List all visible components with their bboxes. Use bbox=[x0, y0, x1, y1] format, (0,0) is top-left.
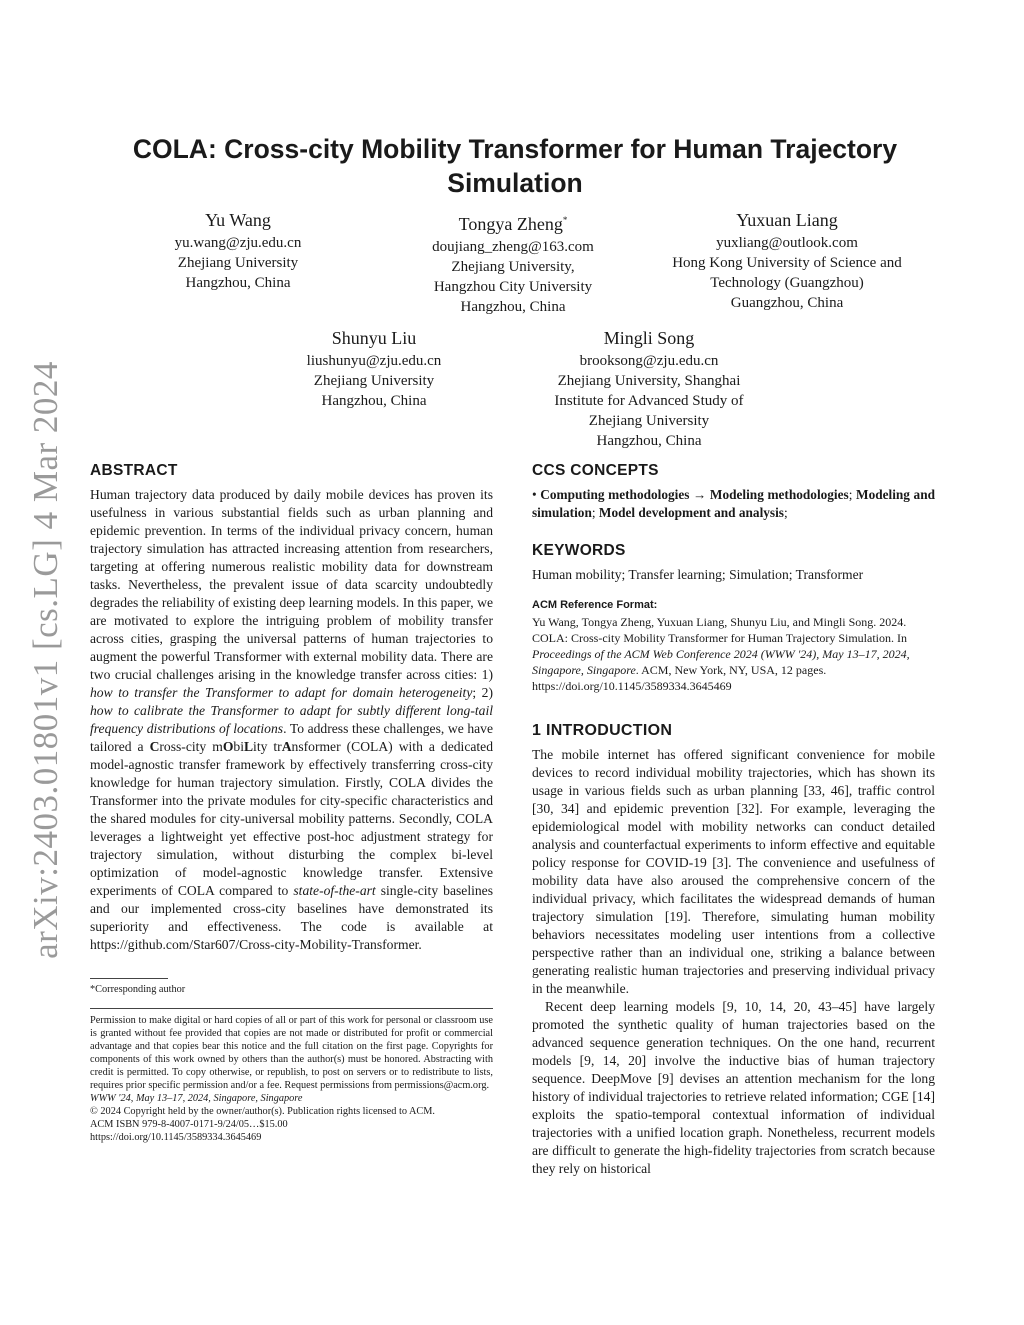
ccs-heading: CCS CONCEPTS bbox=[532, 462, 659, 479]
paper-title: COLA: Cross-city Mobility Transformer for Human Trajectory Simulation bbox=[132, 134, 898, 198]
ccs-bullet: • bbox=[532, 487, 537, 502]
author-affiliation: Zhejiang University, Shanghai bbox=[557, 373, 741, 389]
permission-rule bbox=[90, 1008, 493, 1009]
isbn-line: ACM ISBN 979-8-4007-0171-9/24/05…$15.00 bbox=[90, 1119, 288, 1130]
author-block bbox=[647, 208, 927, 313]
ccs-term: Modeling and simulation bbox=[532, 487, 935, 520]
author-name-text: Tongya Zheng bbox=[458, 214, 563, 234]
abstract-part: single-city baselines and our implemented cross-city baselines have demonstrated its superiority and effectiveness. The code is available at https://github.com/Star607/Cross-city-Mobility-Transformer. bbox=[90, 883, 493, 952]
author-affiliation: Technology (Guangzhou) bbox=[710, 275, 864, 291]
abstract-question: how to transfer the Transformer to adapt for domain heterogeneity bbox=[90, 685, 473, 700]
ccs-term: Modeling methodologies bbox=[709, 487, 849, 502]
abstract-text bbox=[90, 486, 493, 954]
ccs-term: Computing methodologies bbox=[540, 487, 690, 502]
permission-text: Permission to make digital or hard copies of all or part of this work for personal or classroom use is granted without fee provided that copies are not made or distributed for profit or commercial advantage and that copies bear this notice and the full citation on the first page. Copyrights for components of this work owned by others than the author(s) must be honored. Abstracting with credit is permitted. To copy otherwise, or republish, to post on servers or to redistribute to lists, requires prior specific permission and/or a fee. Request permissions from permissions@acm.org. bbox=[90, 1015, 493, 1091]
conference-venue bbox=[90, 1092, 493, 1105]
ccs-term: Model development and analysis bbox=[598, 505, 784, 520]
acronym-part: bi bbox=[233, 739, 244, 754]
keywords-heading: KEYWORDS bbox=[532, 542, 626, 559]
arxiv-identifier: arXiv:2403.01801v1 [cs.LG] 4 Mar 2024 bbox=[26, 361, 65, 959]
acm-ref-heading: ACM Reference Format: bbox=[532, 599, 658, 611]
author-affiliation: Hangzhou City University bbox=[433, 279, 593, 295]
right-column bbox=[532, 462, 935, 1178]
abstract-part: ; 2) bbox=[472, 685, 493, 700]
ccs-arrow: → bbox=[693, 487, 707, 502]
corresponding-mark: * bbox=[562, 215, 568, 225]
author-email: yu.wang@zju.edu.cn bbox=[174, 235, 302, 251]
ccs-separator: ; bbox=[591, 505, 596, 520]
author-block bbox=[534, 326, 764, 451]
intro-paragraph: Recent deep learning models [9, 10, 14, 20, 43–45] have largely promoted the synthetic quality of human trajectories based on the advanced sequence generation techniques. On the one hand, recurrent models [9, 14, 20] involve the inductive bias of human trajectory sequence. DeepMove [9] devises an attention mechanism for the long history of individual trajectories to retrieve related information; CGE [14] exploits the spatio-temporal contextual information of individual trajectories with a unified location graph. Nonetheless, recurrent models are difficult to generate the high-fidelity trajectories from scratch because they rely on historical bbox=[532, 999, 935, 1176]
author-affiliation: Zhejiang University bbox=[588, 413, 710, 429]
author-email: liushunyu@zju.edu.cn bbox=[306, 353, 442, 369]
author-affiliation: Zhejiang University bbox=[313, 373, 435, 389]
acm-ref-proceedings: Proceedings of the ACM Web Conference 2024 (WWW '24), May 13–17, 2024, Singapore, Singapore bbox=[532, 647, 910, 677]
abstract-part: Human trajectory data produced by daily mobile devices has proven its usefulness in various substantial fields such as urban planning and epidemic prevention. In terms of the individual privacy concern, human trajectory simulation has attracted increasing attention from researchers, targeting at offering numerous realistic mobility data for downstream tasks. Nevertheless, the prevalent issue of data scarcity undoubtedly degrades the reliability of existing deep learning models. In this paper, we are motivated to explore the intriguing problem of mobility transfer across cities, grasping the universal patterns of human trajectories to augment the powerful Transformer with external mobility data. There are two crucial challenges arising in the knowledge transfer across cities: 1) bbox=[90, 487, 493, 682]
author-affiliation: Hangzhou, China bbox=[185, 275, 291, 291]
author-name: Yuxuan Liang bbox=[736, 210, 838, 230]
acm-ref-part: . ACM, New York, NY, USA, 12 pages. https://doi.org/10.1145/3589334.3645469 bbox=[532, 663, 827, 693]
acronym-letter: L bbox=[243, 739, 254, 754]
author-name: Shunyu Liu bbox=[331, 328, 417, 348]
footnote-corresponding: *Corresponding author bbox=[90, 984, 186, 995]
abstract-heading: ABSTRACT bbox=[90, 462, 178, 479]
author-affiliation: Hong Kong University of Science and bbox=[672, 255, 902, 271]
author-block bbox=[393, 208, 633, 317]
keywords-text: Human mobility; Transfer learning; Simulation; Transformer bbox=[532, 567, 864, 582]
acronym-part: ross-city m bbox=[159, 739, 223, 754]
acronym-letter: A bbox=[281, 739, 292, 754]
author-name: Mingli Song bbox=[603, 328, 695, 348]
author-affiliation: Hangzhou, China bbox=[596, 433, 702, 449]
author-block bbox=[274, 326, 474, 411]
ccs-text bbox=[532, 486, 935, 522]
author-affiliation: Guangzhou, China bbox=[730, 295, 844, 311]
author-email: yuxliang@outlook.com bbox=[716, 235, 858, 251]
ccs-separator: ; bbox=[848, 487, 853, 502]
author-affiliation: Zhejiang University, bbox=[451, 259, 575, 275]
footnote-rule bbox=[90, 978, 168, 979]
abstract-part: . To address these challenges, we have tailored a bbox=[90, 721, 494, 754]
abstract-emphasis: state-of-the-art bbox=[293, 883, 376, 898]
acronym-part: ity tr bbox=[253, 739, 282, 754]
acronym-letter: C bbox=[149, 739, 160, 754]
author-affiliation: Institute for Advanced Study of bbox=[554, 393, 744, 409]
author-affiliation: Zhejiang University bbox=[177, 255, 299, 271]
left-column bbox=[90, 462, 493, 1144]
acm-ref-text bbox=[532, 614, 935, 694]
acm-ref-part: Yu Wang, Tongya Zheng, Yuxuan Liang, Shunyu Liu, and Mingli Song. 2024. COLA: Cross-city Mobility Transformer for Human Trajectory Simulation. In bbox=[532, 615, 907, 645]
doi-link[interactable]: https://doi.org/10.1145/3589334.3645469 bbox=[90, 1132, 262, 1143]
author-affiliation: Hangzhou, China bbox=[460, 299, 566, 315]
author-email: doujiang_zheng@163.com bbox=[432, 239, 594, 255]
copyright-line: © 2024 Copyright held by the owner/author(s). Publication rights licensed to ACM. bbox=[90, 1106, 436, 1117]
abstract-part: nsformer (COLA) with a dedicated model-agnostic transfer framework by effectively transferring cross-city knowledge for human trajectory simulation. Firstly, COLA divides the Transformer into the private modules for city-specific characteristics and the shared modules for city-universal mobility patterns. Secondly, COLA leverages a lightweight yet effective post-hoc adjustment strategy for trajectory simulation, without disturbing the complex bi-level optimization of model-agnostic knowledge transfer. Extensive experiments of COLA compared to bbox=[90, 739, 493, 898]
author-block bbox=[138, 208, 338, 293]
ccs-separator: ; bbox=[783, 505, 788, 520]
abstract-question: how to calibrate the Transformer to adapt for subtly different long-tail frequency distributions of locations bbox=[90, 703, 493, 736]
intro-paragraph: The mobile internet has offered significant convenience for mobile devices to record individual mobility trajectories, which has shown its usage in various fields such as urban planning [33, 46], traffic control [30, 34] and epidemic prevention [32]. For example, leveraging the epidemiological model with mobility networks can conduct detailed analysis and counterfactual experiments to inform effective and equitable policy response for COVID-19 [3]. The convenience and usefulness of mobility data have also aroused the comprehensive concern of the individual privacy, which facilitates the widespread demands of human trajectory simulation [19]. Therefore, simulating human mobility behaviors necessitates modeling user intentions from a collective perspective rather than an individual one, striking a balance between generating realistic human trajectories and preserving individual privacy in the meanwhile. bbox=[532, 747, 935, 996]
acronym-letter: O bbox=[222, 739, 234, 754]
introduction-heading: 1 INTRODUCTION bbox=[532, 722, 673, 739]
author-name bbox=[393, 208, 633, 236]
author-affiliation: Hangzhou, China bbox=[321, 393, 427, 409]
author-name: Yu Wang bbox=[205, 210, 271, 230]
author-email: brooksong@zju.edu.cn bbox=[579, 353, 719, 369]
conference-venue-text: WWW '24, May 13–17, 2024, Singapore, Singapore bbox=[90, 1093, 303, 1104]
